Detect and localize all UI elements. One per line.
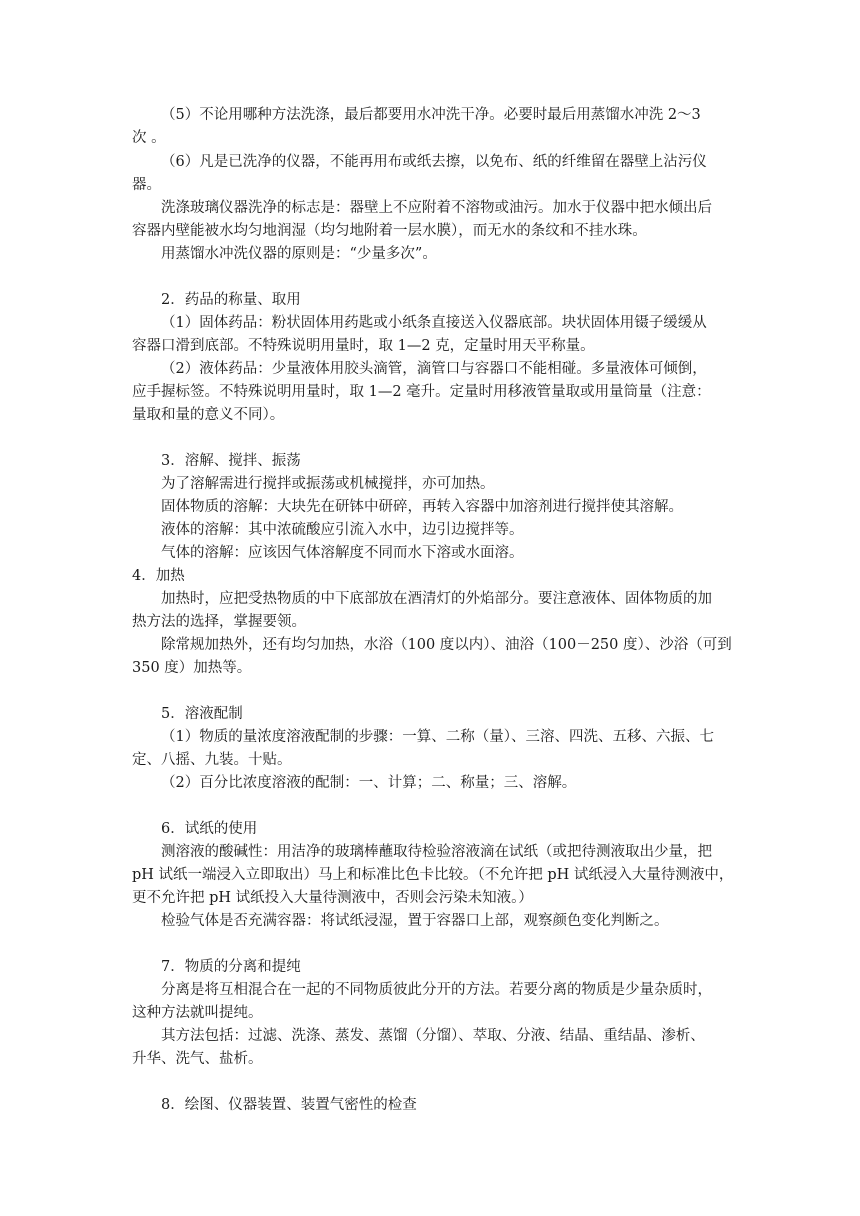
text-line: 升华、洗气、盐析。 (132, 1051, 263, 1067)
text-line: 检验气体是否充满容器：将试纸浸湿，置于容器口上部，观察颜色变化判断之。 (161, 913, 669, 929)
text-line: （2）液体药品：少量液体用胶头滴管，滴管口与容器口不能相碰。多量液体可倾倒， (161, 361, 707, 377)
text-line: 量取和量的意义不同）。 (132, 407, 285, 423)
text-line: 定、八摇、九装。十贴。 (132, 752, 292, 768)
text-line: 更不允许把 pH 试纸投入大量待测液中，否则会污染未知液。） (132, 890, 533, 906)
text-line: （1）固体药品：粉状固体用药匙或小纸条直接送入仪器底部。块状固体用镊子缓缓从 (161, 315, 707, 331)
text-line: （1）物质的量浓度溶液配制的步骤：一算、二称（量）、三溶、四洗、五移、六振、七 (161, 729, 714, 745)
text-line: 气体的溶解：应该因气体溶解度不同而水下溶或水面溶。 (161, 545, 524, 561)
text-line: 容器内壁能被水均匀地润湿（均匀地附着一层水膜），而无水的条纹和不挂水珠。 (132, 223, 647, 239)
text-line: 为了溶解需进行搅拌或振荡或机械搅拌，亦可加热。 (161, 476, 495, 492)
text-line: 分离是将互相混合在一起的不同物质彼此分开的方法。若要分离的物质是少量杂质时， (161, 982, 712, 998)
text-line: 热方法的选择，掌握要领。 (132, 614, 306, 630)
section-heading: 5．溶液配制 (161, 706, 243, 722)
text-line: 器。 (132, 177, 161, 193)
text-line: 用蒸馏水冲洗仪器的原则是：“少量多次”。 (161, 246, 437, 262)
text-line: 350 度）加热等。 (132, 660, 252, 676)
text-line: 这种方法就叫提纯。 (132, 1005, 263, 1021)
text-line: 其方法包括：过滤、洗涤、蒸发、蒸馏（分馏）、萃取、分液、结晶、重结晶、渗析、 (161, 1028, 705, 1044)
text-line: 加热时，应把受热物质的中下底部放在酒清灯的外焰部分。要注意液体、固体物质的加 (161, 591, 712, 607)
text-line: pH 试纸一端浸入立即取出）马上和标准比色卡比较。（不允许把 pH 试纸浸入大量待测液中， (132, 867, 734, 883)
text-line: 次 。 (132, 130, 166, 146)
section-heading: 7．物质的分离和提纯 (161, 959, 301, 975)
text-line: （5）不论用哪种方法洗涤，最后都要用水冲洗干净。必要时最后用蒸馏水冲洗 2～3 (161, 107, 701, 123)
section-heading: 6．试纸的使用 (161, 821, 258, 837)
section-heading: 3．溶解、搅拌、振荡 (161, 453, 301, 469)
text-line: （6）凡是已洗净的仪器，不能再用布或纸去擦，以免布、纸的纤维留在器壁上沾污仪 (161, 154, 707, 170)
text-line: 测溶液的酸碱性：用洁净的玻璃棒蘸取待检验溶液滴在试纸（或把待测液取出少量，把 (161, 844, 712, 860)
text-line: 除常规加热外，还有均匀加热，水浴（100 度以内）、油浴（100－250 度）、沙浴（可到 (161, 637, 732, 653)
section-heading: 4．加热 (132, 568, 185, 584)
text-line: 液体的溶解：其中浓硫酸应引流入水中，边引边搅拌等。 (161, 522, 524, 538)
section-heading: 2．药品的称量、取用 (161, 292, 301, 308)
section-heading: 8．绘图、仪器装置、装置气密性的检查 (161, 1097, 417, 1113)
text-line: 洗涤玻璃仪器洗净的标志是：器壁上不应附着不溶物或油污。加水于仪器中把水倾出后 (161, 200, 712, 216)
text-line: （2）百分比浓度溶液的配制：一、计算；二、称量；三、溶解。 (161, 775, 577, 791)
text-line: 应手握标签。不特殊说明用量时，取 1—2 毫升。定量时用移液管量取或用量筒量（注意： (132, 384, 711, 400)
text-line: 容器口滑到底部。不特殊说明用量时，取 1—2 克，定量时用天平称量。 (132, 338, 595, 354)
text-line: 固体物质的溶解：大块先在研钵中研碎，再转入容器中加溶剂进行搅拌使其溶解。 (161, 499, 683, 515)
